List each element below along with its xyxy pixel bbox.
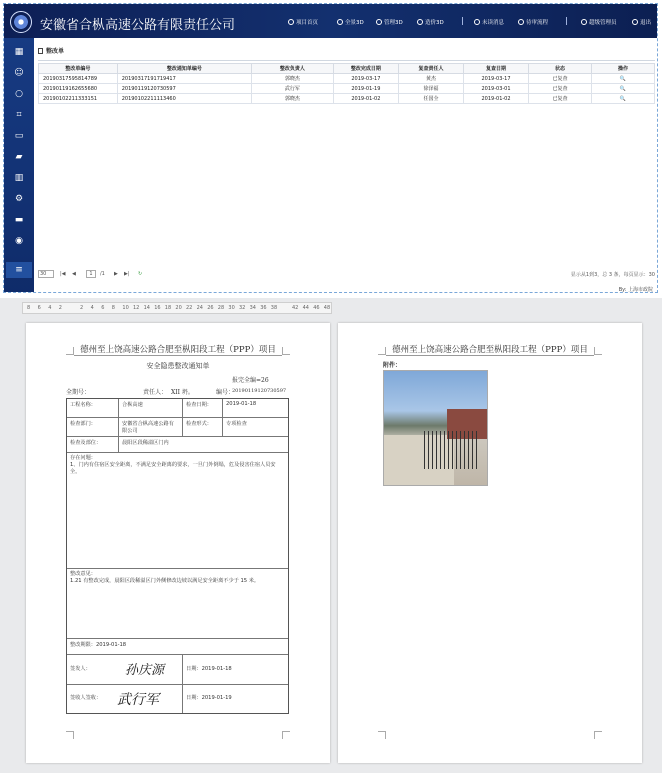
cell: 20190317191719417 [117, 74, 251, 84]
cell: 20190102211333151 [39, 94, 118, 104]
page-size-select[interactable]: 30 [38, 270, 54, 278]
settings-icon[interactable]: ⚙ [14, 194, 24, 204]
ruler [22, 302, 332, 314]
ruler-tick: 4 [90, 305, 94, 311]
col-header: 状态 [529, 64, 592, 74]
ruler-tick: 12 [133, 305, 140, 311]
top-header [4, 4, 658, 38]
form-label: 检查部门： [67, 418, 119, 436]
folder-icon[interactable]: ▭ [14, 131, 24, 141]
cost-icon [417, 19, 423, 25]
circle-icon[interactable]: ○ [15, 89, 23, 99]
cell: 2019-03-17 [333, 74, 398, 84]
attachment-label: 附件： [383, 362, 402, 369]
book-icon[interactable]: ▰ [15, 152, 23, 162]
form-row [67, 437, 288, 453]
page-title: 整改单 [38, 46, 64, 55]
calendar-icon[interactable]: ▦ [14, 47, 24, 57]
ruler-tick: 48 [323, 305, 331, 311]
cell: 2019-03-01 [463, 84, 528, 94]
form-label: 工程名称： [67, 399, 119, 417]
doc-header: 德州至上饶高速公路合肥至枞阳段工程（PPP）项目 [80, 345, 276, 355]
tag-icon[interactable]: ▬ [14, 215, 24, 225]
cell: 2019-03-17 [463, 74, 528, 84]
home-icon [288, 19, 294, 25]
form-value: 1.21 有整改完成，晨阳区段稀溢区门外侧修改边坡以满足安全距离不少于 15 米。 [70, 578, 260, 584]
issue-date-cell [183, 655, 288, 684]
cell: 郭晓杰 [252, 94, 334, 104]
nav-home[interactable]: 项目首页 [288, 18, 318, 26]
document-icon [38, 48, 43, 54]
col-header: 复查责任人 [398, 64, 463, 74]
crop-mark [66, 731, 74, 739]
doc-no: 报完全编=26 [232, 377, 269, 384]
document-page [338, 323, 642, 763]
ruler-tick: 46 [313, 305, 320, 311]
form-row [67, 399, 288, 418]
divider [462, 17, 463, 25]
form-value: 晨阳区段稀溢区门内 [122, 440, 169, 446]
nav-cost[interactable]: 造价3D [417, 18, 444, 26]
form-row [67, 418, 288, 437]
col-header: 整改负责人 [252, 64, 334, 74]
notice-form [66, 398, 289, 714]
ruler-tick: 2 [58, 305, 62, 311]
nav-admin[interactable]: 超级管理员 [581, 18, 617, 26]
ruler-tick: 8 [111, 305, 115, 311]
ruler-tick: 34 [249, 305, 256, 311]
form-row [67, 569, 288, 639]
cell: 2019-01-02 [333, 94, 398, 104]
form-label: 日期： [186, 666, 202, 672]
cell: 郭晓杰 [252, 74, 334, 84]
ruler-tick: 18 [164, 305, 172, 311]
signature-issuer: 孙庆源 [125, 663, 165, 678]
page-input[interactable]: 1 [86, 270, 96, 278]
divider [566, 17, 567, 25]
form-value: 合枞高速 [119, 399, 183, 417]
company-logo-icon [10, 11, 32, 33]
doc-title: 安全隐患整改通知单 [146, 362, 210, 370]
ruler-tick: 32 [239, 305, 246, 311]
flag-icon [518, 19, 524, 25]
power-icon [632, 19, 638, 25]
site-photo [383, 370, 488, 486]
header-rule [74, 355, 282, 356]
ruler-tick: 38 [270, 305, 278, 311]
view-icon[interactable]: 🔍 [592, 74, 655, 84]
table-row[interactable] [39, 94, 655, 104]
grid-icon[interactable]: ⌗ [16, 110, 22, 120]
rectification-table [38, 63, 655, 104]
form-value: 2019-01-18 [201, 666, 232, 672]
receipt-date-cell [183, 685, 288, 713]
cell: 已复查 [529, 84, 592, 94]
view-icon[interactable]: 🔍 [592, 94, 655, 104]
nav-pending[interactable]: 待审流程 [518, 18, 548, 26]
nav-panorama[interactable]: 全景3D [337, 18, 364, 26]
prev-page-icon[interactable]: ◀ [72, 271, 76, 277]
cell: 黄杰 [398, 74, 463, 84]
form-label: 检查及部位： [67, 437, 119, 452]
form-value: 专项检查 [226, 421, 247, 427]
opinion-cell [67, 569, 288, 638]
sidebar [4, 38, 34, 293]
menu-icon[interactable]: ≡ [6, 262, 32, 278]
table-row[interactable] [39, 84, 655, 94]
pagination [38, 270, 655, 280]
col-header: 整改完成日期 [333, 64, 398, 74]
recipient-value: XII 坍。 [171, 389, 194, 396]
ruler-tick: 22 [186, 305, 193, 311]
cell: 已复查 [529, 74, 592, 84]
crop-mark [594, 731, 602, 739]
form-row [67, 639, 288, 655]
pager-info: 显示从1到3，总 3 条，每页显示：30 [570, 272, 655, 278]
crop-mark [378, 731, 386, 739]
form-row [67, 655, 288, 685]
ruler-tick: 14 [143, 305, 150, 311]
app-window [3, 3, 658, 293]
cell: 已复查 [529, 94, 592, 104]
form-label: 检查日期： [183, 399, 223, 417]
doc-header: 德州至上饶高速公路合肥至枞阳段工程（PPP）项目 [392, 345, 588, 355]
document-page [26, 323, 330, 763]
cell: 20190317595814789 [39, 74, 118, 84]
ruler-tick: 6 [101, 305, 105, 311]
form-value: 2019-01-18 [226, 401, 257, 407]
last-page-icon[interactable]: ▶| [124, 271, 130, 277]
cell: 武行军 [252, 84, 334, 94]
deadline-cell [67, 639, 288, 654]
ruler-tick: 6 [37, 305, 41, 311]
col-header: 操作 [592, 64, 655, 74]
form-label: 整改期限： [70, 642, 96, 648]
form-label: 存在问题： [70, 455, 96, 461]
main-content [34, 38, 658, 293]
nav-manage[interactable]: 管理3D [376, 18, 403, 26]
col-header: 复查日期 [463, 64, 528, 74]
problem-cell [67, 453, 288, 568]
manage-icon [376, 19, 382, 25]
panorama-icon [337, 19, 343, 25]
ruler-tick: 42 [292, 305, 299, 311]
ruler-tick: 30 [228, 305, 235, 311]
serial-value: 20190119120730597 [232, 388, 287, 394]
recipient-label: 责任人： [143, 389, 168, 396]
cell: 任国全 [398, 94, 463, 104]
ruler-tick: 24 [196, 305, 203, 311]
form-label: 整改意见： [70, 571, 96, 577]
form-value: 2019-01-18 [95, 642, 127, 648]
message-icon [474, 19, 480, 25]
form-label: 日期： [186, 695, 202, 701]
signature-recipient: 武行军 [117, 692, 159, 708]
users-icon[interactable]: ☺ [14, 68, 24, 78]
header-rule [386, 355, 594, 356]
ruler-tick: 16 [154, 305, 161, 311]
table-row[interactable] [39, 74, 655, 84]
form-row [67, 453, 288, 569]
crop-mark [282, 731, 290, 739]
app-title: 安徽省合枞高速公路有限责任公司 [40, 17, 236, 32]
form-row [67, 685, 288, 713]
cell: 20190119162655680 [39, 84, 118, 94]
ruler-tick: 20 [175, 305, 182, 311]
col-header: 整改通知单编号 [117, 64, 251, 74]
ruler-tick: 10 [122, 305, 129, 311]
globe-icon[interactable]: ◉ [15, 236, 23, 246]
nav-logout[interactable]: 退出 [632, 18, 651, 26]
title-divider [38, 60, 655, 61]
fence-shape [424, 431, 479, 469]
form-value: 安徽省合枞高速公路有限公司 [119, 418, 183, 436]
cell: 2019-01-02 [463, 94, 528, 104]
document-viewer [0, 298, 662, 773]
sender: 全期号： [66, 389, 91, 396]
cell: 2019-01-19 [333, 84, 398, 94]
first-page-icon[interactable]: |◀ [60, 271, 66, 277]
form-label: 检查形式： [183, 418, 223, 436]
ruler-tick: 28 [217, 305, 225, 311]
ruler-tick: 4 [48, 305, 52, 311]
ruler-tick: 26 [207, 305, 214, 311]
view-icon[interactable]: 🔍 [592, 84, 655, 94]
chart-icon[interactable]: ▥ [14, 173, 24, 183]
ruler-tick: 8 [27, 305, 31, 311]
col-header: 整改单编号 [39, 64, 118, 74]
total-pages: /1 [100, 271, 105, 277]
ruler-tick: 44 [302, 305, 309, 311]
ruler-tick: 2 [80, 305, 84, 311]
serial-label: 编号： [216, 389, 235, 396]
form-value: 1、门内有住宿区安全距离，不满足安全距离的要求，一旦门外倒塌，危及侵害住宿人员安全。 [70, 462, 276, 475]
user-icon [581, 19, 587, 25]
form-label: 签收人签收： [67, 685, 183, 713]
cell: 徐泽福 [398, 84, 463, 94]
cell: 20190119120730597 [117, 84, 251, 94]
cell: 20190102211113460 [117, 94, 251, 104]
form-label: 签发人： [67, 655, 183, 684]
nav-messages[interactable]: 未读消息 [474, 18, 504, 26]
next-page-icon[interactable]: ▶ [114, 271, 118, 277]
footer-credit: By: 上海市政院 [618, 287, 653, 293]
form-value: 2019-01-19 [201, 695, 232, 701]
ruler-tick: 36 [260, 305, 267, 311]
refresh-icon[interactable]: ↻ [138, 271, 143, 277]
